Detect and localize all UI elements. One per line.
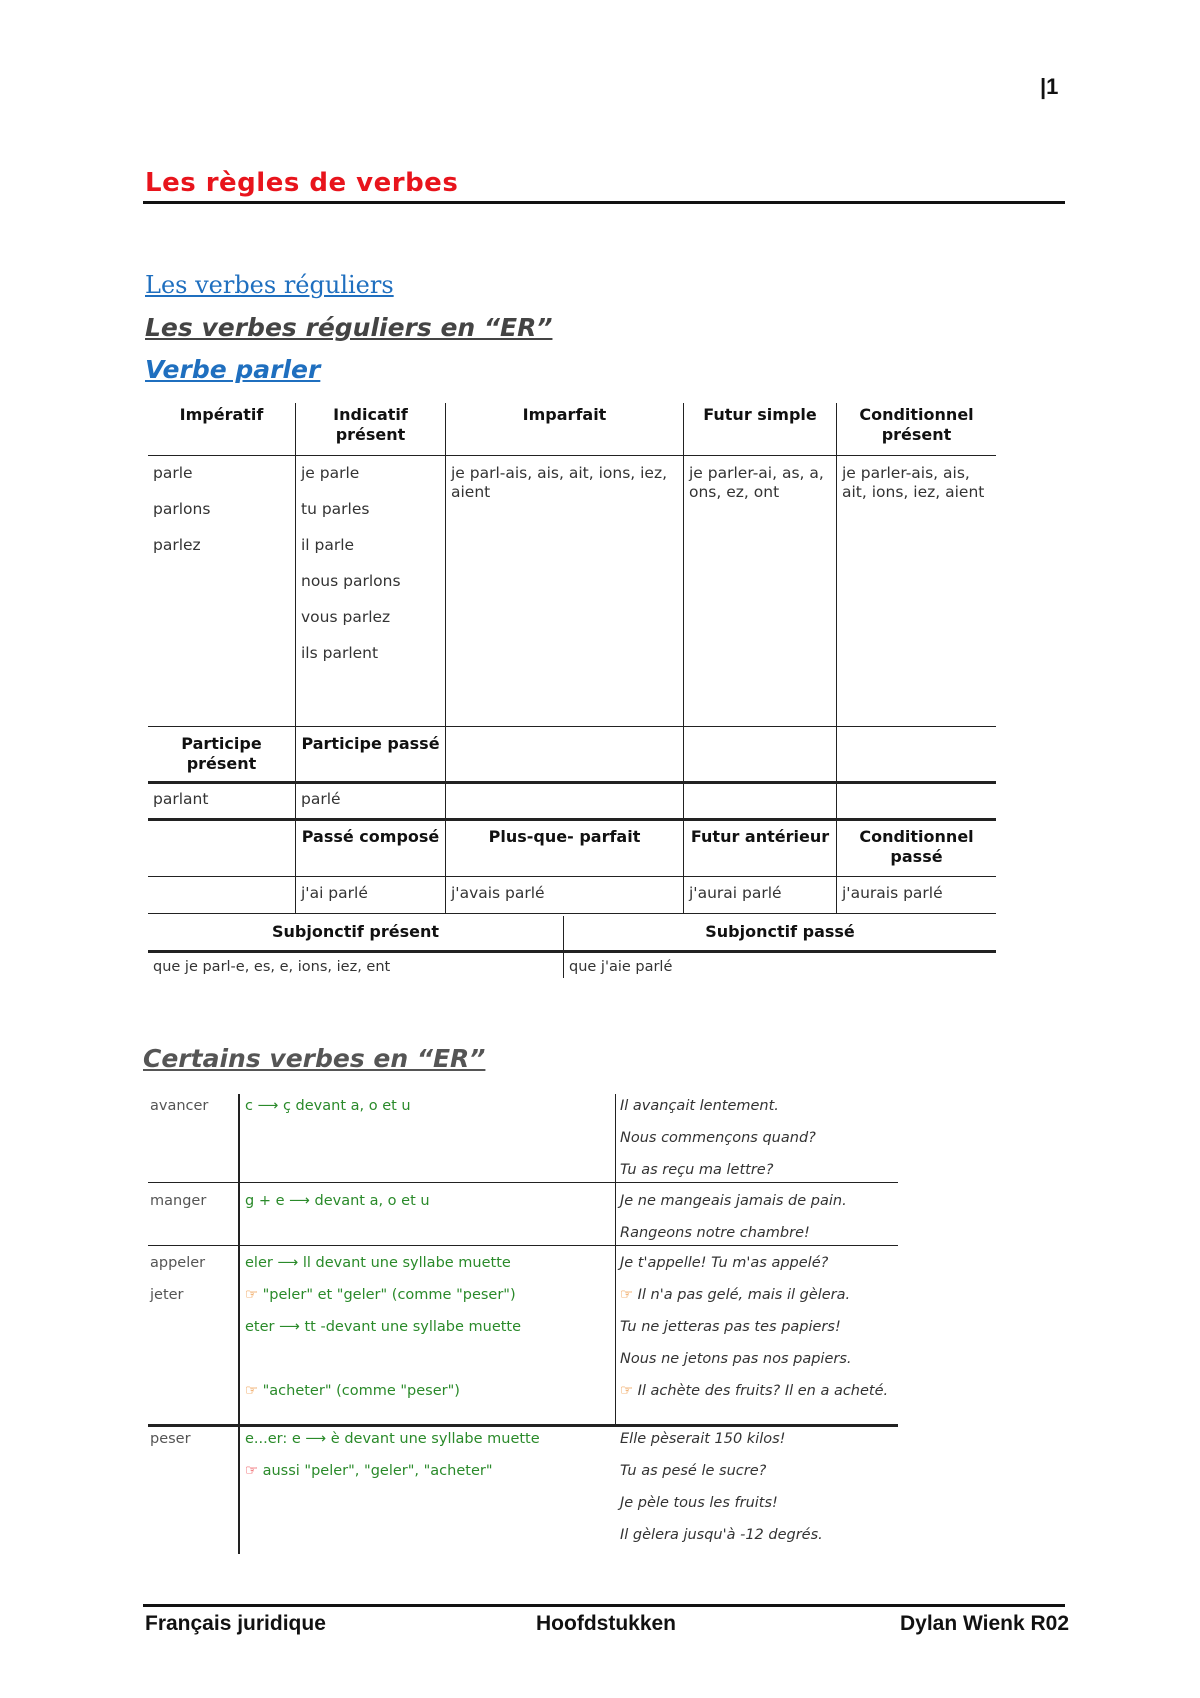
example-row: Il avançait lentement.	[620, 1098, 779, 1114]
imperatif-forms	[153, 464, 291, 572]
table-hline	[148, 781, 996, 784]
list-item: vous parlez	[301, 608, 391, 626]
page-number: |1	[1040, 74, 1059, 99]
header-passe-compose: Passé composé	[301, 827, 440, 846]
header-conditionnel-passe: Conditionnel passé	[859, 827, 974, 866]
list-item: ils parlent	[301, 644, 379, 662]
table-hline	[148, 876, 996, 877]
header-plus-que-parfait: Plus-que- parfait	[488, 827, 641, 846]
subjonctif-passe-value: que j'aie parlé	[569, 959, 673, 975]
table-hline	[148, 913, 996, 914]
section-heading-regular[interactable]: Les verbes réguliers	[145, 271, 394, 299]
header-subjonctif-passe: Subjonctif passé	[705, 922, 855, 941]
header-subjonctif-present: Subjonctif présent	[272, 922, 439, 941]
footer-divider	[143, 1604, 1065, 1607]
list-item: parlez	[153, 536, 201, 554]
example-row: Rangeons notre chambre!	[620, 1225, 810, 1241]
indicatif-forms	[301, 464, 441, 680]
table-vline	[238, 1094, 240, 1554]
warning-icon: ☞	[620, 1383, 638, 1399]
footer-right: Dylan Wienk R02	[900, 1612, 1070, 1635]
table-hline	[148, 950, 996, 953]
example-row: Je t'appelle! Tu m'as appelé?	[620, 1255, 829, 1271]
conditionnel-passe-value: j'aurais parlé	[842, 884, 943, 902]
verb-appeler: appeler	[150, 1255, 206, 1271]
futur-forms: je parler-ai, as, a, ons, ez, ont	[689, 464, 824, 501]
section-heading-regular-er: Les verbes réguliers en “ER”	[145, 313, 553, 342]
plus-que-parfait-value: j'avais parlé	[451, 884, 545, 902]
table-vline	[615, 1094, 616, 1424]
example-row: Je ne mangeais jamais de pain.	[620, 1193, 847, 1209]
rule-eter: eter ⟶ tt -devant une syllabe muette	[245, 1319, 522, 1335]
header-imparfait: Imparfait	[522, 405, 607, 424]
header-futur-anterieur: Futur antérieur	[690, 827, 830, 846]
list-item: nous parlons	[301, 572, 401, 590]
page-title: Les règles de verbes	[145, 168, 459, 198]
header-conditionnel: Conditionnel présent	[859, 405, 974, 444]
imparfait-forms: je parl-ais, ais, ait, ions, iez, aient	[451, 464, 668, 501]
example-row: Tu ne jetteras pas tes papiers!	[620, 1319, 841, 1335]
table-hline	[148, 1245, 898, 1246]
table-hline	[148, 1182, 898, 1183]
section-heading-parler: Verbe parler	[145, 355, 321, 384]
warning-icon: ☞	[245, 1287, 263, 1303]
list-item: parlons	[153, 500, 211, 518]
title-divider	[143, 201, 1065, 204]
table-hline	[148, 818, 996, 821]
example-row: Nous commençons quand?	[620, 1130, 816, 1146]
example-row: ☞ Il n'a pas gelé, mais il gèlera.	[620, 1287, 851, 1303]
list-item: il parle	[301, 536, 355, 554]
table-hline	[148, 726, 996, 727]
conditionnel-forms: je parler-ais, ais, ait, ions, iez, aient	[842, 464, 985, 501]
rule-eler: eler ⟶ ll devant une syllabe muette	[245, 1255, 511, 1271]
example-row: Tu as pesé le sucre?	[620, 1463, 767, 1479]
list-item: je parle	[301, 464, 360, 482]
section-heading-certains: Certains verbes en “ER”	[143, 1044, 486, 1073]
example-row: Il gèlera jusqu'à -12 degrés.	[620, 1527, 823, 1543]
verb-jeter: jeter	[150, 1287, 184, 1303]
rule-cedille: c ⟶ ç devant a, o et u	[245, 1098, 411, 1114]
example-row: Elle pèserait 150 kilos!	[620, 1431, 786, 1447]
header-imperatif: Impératif	[179, 405, 264, 424]
participe-passe-value: parlé	[301, 790, 341, 808]
header-participe-passe: Participe passé	[301, 734, 440, 753]
futur-anterieur-value: j'aurai parlé	[689, 884, 782, 902]
list-item: tu parles	[301, 500, 370, 518]
footer-center: Hoofdstukken	[536, 1612, 677, 1635]
subjonctif-present-value: que je parl-e, es, e, ions, iez, ent	[153, 959, 391, 975]
example-row: Nous ne jetons pas nos papiers.	[620, 1351, 852, 1367]
rule-e-accent: e...er: e ⟶ è devant une syllabe muette	[245, 1431, 540, 1447]
footer-left: Français juridique	[145, 1612, 326, 1635]
rule-aussi: ☞ aussi "peler", "geler", "acheter"	[245, 1463, 493, 1479]
header-futur: Futur simple	[703, 405, 817, 424]
warning-icon: ☞	[245, 1463, 263, 1479]
table-hline	[148, 455, 996, 456]
verb-manger: manger	[150, 1193, 207, 1209]
rule-acheter: ☞ "acheter" (comme "peser")	[245, 1383, 460, 1399]
verb-avancer: avancer	[150, 1098, 209, 1114]
rule-ge: g + e ⟶ devant a, o et u	[245, 1193, 430, 1209]
header-participe-present: Participe présent	[181, 734, 262, 773]
example-row: Je pèle tous les fruits!	[620, 1495, 778, 1511]
verb-peser: peser	[150, 1431, 191, 1447]
rule-peler-geler: ☞ "peler" et "geler" (comme "peser")	[245, 1287, 516, 1303]
participe-present-value: parlant	[153, 790, 209, 808]
passe-compose-value: j'ai parlé	[301, 884, 368, 902]
example-row: Tu as reçu ma lettre?	[620, 1162, 774, 1178]
warning-icon: ☞	[620, 1287, 638, 1303]
warning-icon: ☞	[245, 1383, 263, 1399]
header-indicatif: Indicatif présent	[333, 405, 408, 444]
example-row: ☞ Il achète des fruits? Il en a acheté.	[620, 1383, 889, 1399]
table-hline	[148, 1424, 898, 1427]
list-item: parle	[153, 464, 193, 482]
